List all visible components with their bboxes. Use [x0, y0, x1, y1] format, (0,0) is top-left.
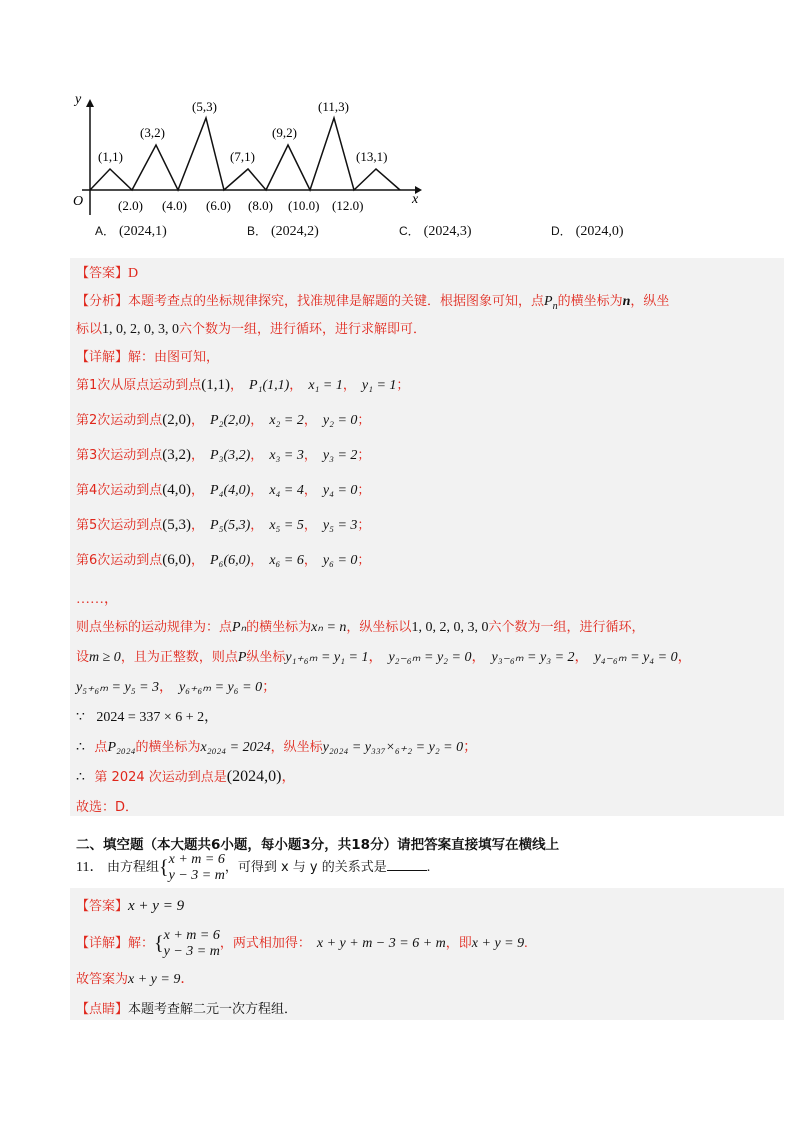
rule-text: 设 [76, 650, 90, 665]
rule-line-2: 设m ≥ 0，且为正整数，则点P纵坐标y₁₊₆ₘ = y₁ = 1， y₂₋₆ₘ = y₂ = 0， y₃₋₆ₘ = y₃ = 2， y₄₋₆ₘ = y₄ = 0， [76, 650, 692, 665]
move-prefix: 第5次运动到点 [76, 518, 163, 533]
move-prefix: 第2次运动到点 [76, 413, 163, 428]
because-symbol: ∵ [76, 710, 85, 725]
punct: ， [250, 483, 264, 498]
peak-label: (1,1) [98, 149, 123, 164]
move-y: y₅ = 3 [322, 518, 358, 533]
move-point: (3,2) [162, 447, 192, 463]
base-label: (2.0) [118, 198, 143, 213]
therefore-text: 第 2024 次运动到点是 [94, 770, 227, 785]
peak-label: (7,1) [230, 149, 255, 164]
conclude-text: 故答案为 [76, 972, 129, 987]
move-y: y₆ = 0 [322, 553, 358, 568]
equation: y₅₊₆ₘ = y₅ = 3 [76, 680, 160, 695]
conclude-11-line [76, 968, 194, 988]
move-prefix: 第3次运动到点 [76, 448, 163, 463]
x2024: x₂₀₂₄ = 2024 [200, 740, 271, 755]
move-p: P₅(5,3) [210, 518, 251, 533]
move-point: (5,3) [162, 517, 192, 533]
analysis-line-1 [76, 290, 669, 312]
detail-text: 解：由图可知， [128, 350, 220, 365]
move-row [76, 409, 370, 429]
detail-text: ，即 [445, 936, 472, 952]
punct: ， [250, 518, 264, 533]
final-point: (2024,0) [226, 768, 282, 785]
rule-line-3: y₅₊₆ₘ = y₅ = 3， y₆₊₆ₘ = y₆ = 0； [76, 680, 277, 695]
answer-blank[interactable] [387, 858, 427, 871]
peak-label: (11,3) [318, 99, 349, 114]
move-p: P₆(6,0) [210, 553, 251, 568]
move-row [76, 514, 370, 534]
choice-value: (2024,1) [119, 224, 167, 239]
punct: ； [396, 378, 410, 393]
detail-11-line: 【详解】解：{x + m = 6 y − 3 = m，两式相加得： x + y + m − 3 = 6 + m，即x + y = 9. [76, 928, 528, 959]
punct: ， [342, 378, 356, 393]
pn-symbol: P [544, 294, 553, 309]
move-x: x₁ = 1 [308, 378, 343, 393]
analysis-tag: 【分析】 [76, 294, 129, 309]
move-point: (1,1) [201, 377, 231, 393]
base-label: (6.0) [206, 198, 231, 213]
choice-b[interactable] [247, 222, 399, 240]
question-text: 由方程组 [106, 860, 159, 876]
ellipsis: ……， [76, 592, 118, 607]
punct: . [426, 860, 431, 876]
choice-letter: C． [399, 224, 420, 238]
move-prefix: 第4次运动到点 [76, 483, 163, 498]
answer-tag: 【答案】 [76, 266, 129, 281]
equation: y₄₋₆ₘ = y₄ = 0 [594, 650, 678, 665]
move-row [76, 444, 370, 464]
move-point: (2,0) [162, 412, 192, 428]
eq-top: x + m = 6 [163, 928, 220, 943]
sum-equation: x + y + m − 3 = 6 + m [316, 936, 446, 952]
p-symbol: P [237, 650, 247, 665]
eq-top: x + m = 6 [168, 852, 225, 867]
move-x: x₂ = 2 [269, 413, 304, 428]
move-x: x₆ = 6 [269, 553, 304, 568]
choice-d[interactable] [551, 222, 703, 240]
final-choice: 故选：D． [76, 800, 139, 815]
choice-c[interactable] [399, 222, 551, 240]
answer-tag: 【答案】 [76, 899, 129, 914]
because-equation: 2024 = 337 × 6 + 2， [96, 710, 219, 725]
move-row [76, 374, 409, 394]
base-label: (4.0) [162, 198, 187, 213]
section-heading: 二、填空题（本大题共6小题，每小题3分，共18分）请把答案直接填写在横线上 [76, 837, 560, 853]
equation-system [169, 852, 225, 884]
punct: ． [180, 972, 195, 987]
detail-tag: 【详解】 [76, 350, 129, 365]
move-p: P₃(3,2) [210, 448, 251, 463]
answer-line [76, 262, 138, 282]
punct: ， [191, 553, 205, 568]
analysis-text: 标以 [76, 322, 103, 337]
move-y: y₁ = 1 [361, 378, 397, 393]
question-text: ，可得到 x 与 y 的关系式是 [224, 860, 387, 876]
choice-a[interactable] [95, 222, 247, 240]
move-y: y₂ = 0 [322, 413, 358, 428]
detail-tag: 【详解】 [76, 936, 129, 952]
rule-text: 则点坐标的运动规律为：点 [76, 620, 233, 635]
peak-label: (3,2) [140, 125, 165, 140]
punct: ， [303, 483, 317, 498]
answer-11-line [76, 895, 184, 915]
move-row [76, 479, 370, 499]
n-symbol: n [622, 294, 631, 309]
therefore-symbol: ∴ [76, 740, 85, 755]
rule-text: ，纵坐标以 [346, 620, 412, 635]
rule-pn: Pₙ [232, 620, 247, 635]
rule-seq: 1, 0, 2, 0, 3, 0 [411, 620, 489, 635]
analysis-text: 本题考查点的坐标规律探究，找准规律是解题的关键．根据图象可知，点 [128, 294, 545, 309]
result-equation: x + y = 9 [128, 972, 181, 987]
therefore-line-1 [76, 736, 477, 756]
equation: y₃₋₆ₘ = y₃ = 2 [491, 650, 575, 665]
move-point: (4,0) [162, 482, 192, 498]
punct: ， [230, 378, 244, 393]
punct: ， [191, 448, 205, 463]
m-condition: m ≥ 0 [89, 650, 121, 665]
choice-letter: D． [551, 224, 572, 238]
punct: . [524, 936, 528, 952]
move-point: (6,0) [162, 552, 192, 568]
choice-value: (2024,3) [423, 224, 472, 239]
base-label: (8.0) [248, 198, 273, 213]
punct: ， [303, 553, 317, 568]
punct: ， [191, 413, 205, 428]
detail-text: 解： [128, 936, 155, 952]
punct: ， [191, 483, 205, 498]
move-x: x₅ = 5 [269, 518, 304, 533]
punct: ， [303, 448, 317, 463]
analysis-text: 六个数为一组，进行循环，进行求解即可． [179, 322, 427, 337]
punct: ； [357, 518, 371, 533]
punct: ， [250, 448, 264, 463]
origin-label: O [73, 194, 84, 209]
punct: ； [357, 553, 371, 568]
choice-value: (2024,0) [575, 224, 624, 239]
point-tag: 【点睛】 [76, 1002, 129, 1017]
rule-line-1 [76, 616, 644, 636]
solution-panel [70, 258, 784, 816]
move-y: y₃ = 2 [322, 448, 358, 463]
x-axis-label: x [412, 192, 419, 207]
choice-value: (2024,2) [271, 224, 319, 239]
punct: ； [357, 483, 371, 498]
punct: ， [191, 518, 205, 533]
peak-label: (13,1) [356, 149, 388, 164]
pn-subscript: n [552, 300, 558, 312]
peak-label: (5,3) [192, 99, 217, 114]
punct: ； [463, 740, 478, 755]
analysis-text: 的横坐标为 [557, 294, 623, 309]
move-y: y₄ = 0 [322, 483, 358, 498]
move-prefix: 第1次从原点运动到点 [76, 378, 202, 393]
punct: ， [250, 553, 264, 568]
equation: y₂₋₆ₘ = y₂ = 0 [388, 650, 472, 665]
y-axis-arrow [86, 99, 94, 107]
therefore-line-2 [76, 766, 295, 786]
eq-bottom: y − 3 = m [163, 944, 220, 959]
choice-letter: A． [95, 224, 116, 238]
peak-label: (9,2) [272, 125, 297, 140]
rule-text: 纵坐标 [246, 650, 286, 665]
point-text: 本题考查解二元一次方程组． [128, 1002, 298, 1017]
move-p: P₁(1,1) [249, 378, 290, 393]
punct: ， [250, 413, 264, 428]
question-11: 11． 由方程组{x + m = 6 y − 3 = m，可得到 x 与 y 的关系式是 . [76, 852, 431, 883]
equation: y₆₊₆ₘ = y₆ = 0 [179, 680, 263, 695]
result-equation: x + y = 9 [471, 936, 525, 952]
punct: ， [281, 770, 296, 785]
question-number: 11． [76, 860, 104, 876]
move-p: P₂(2,0) [210, 413, 251, 428]
answer-value: D [128, 266, 139, 281]
analysis-text: ，纵坐 [630, 294, 670, 309]
base-label: (10.0) [288, 198, 320, 213]
detail-text: ，两式相加得： [219, 936, 311, 952]
move-x: x₃ = 3 [269, 448, 304, 463]
base-label: (12.0) [332, 198, 364, 213]
detail-line [76, 346, 219, 366]
equation: y₁₊₆ₘ = y₁ = 1 [285, 650, 369, 665]
rule-xn: xₙ = n [311, 620, 347, 635]
sequence: 1, 0, 2, 0, 3, 0 [102, 322, 180, 337]
therefore-symbol: ∴ [76, 770, 85, 785]
base-labels [118, 198, 363, 213]
choice-letter: B． [247, 224, 268, 238]
rule-text: ，且为正整数，则点 [120, 650, 238, 665]
move-row [76, 549, 370, 569]
p2024: P₂₀₂₄ [107, 740, 136, 755]
analysis-line-2 [76, 318, 426, 338]
point-11-line [76, 998, 297, 1018]
y2024: y₂₀₂₄ = y₃₃₇×₆₊₂ = y₂ = 0 [322, 740, 464, 755]
punct: ； [357, 413, 371, 428]
rule-text: 六个数为一组，进行循环， [488, 620, 645, 635]
therefore-text: 的横坐标为 [135, 740, 201, 755]
move-p: P₄(4,0) [210, 483, 251, 498]
eq-bottom: y − 3 = m [168, 868, 225, 883]
answer-choices [95, 222, 715, 240]
move-prefix: 第6次运动到点 [76, 553, 163, 568]
answer-value: x + y = 9 [128, 898, 185, 914]
because-line [76, 706, 218, 726]
therefore-text: 点 [94, 740, 108, 755]
equation-system [164, 928, 220, 960]
punct: ， [303, 413, 317, 428]
therefore-text: ，纵坐标 [270, 740, 323, 755]
zigzag-graph [60, 85, 440, 225]
rule-text: 的横坐标为 [246, 620, 312, 635]
y-axis-label: y [75, 92, 82, 107]
move-x: x₄ = 4 [269, 483, 304, 498]
punct: ， [303, 518, 317, 533]
punct: ， [289, 378, 303, 393]
punct: ； [357, 448, 371, 463]
